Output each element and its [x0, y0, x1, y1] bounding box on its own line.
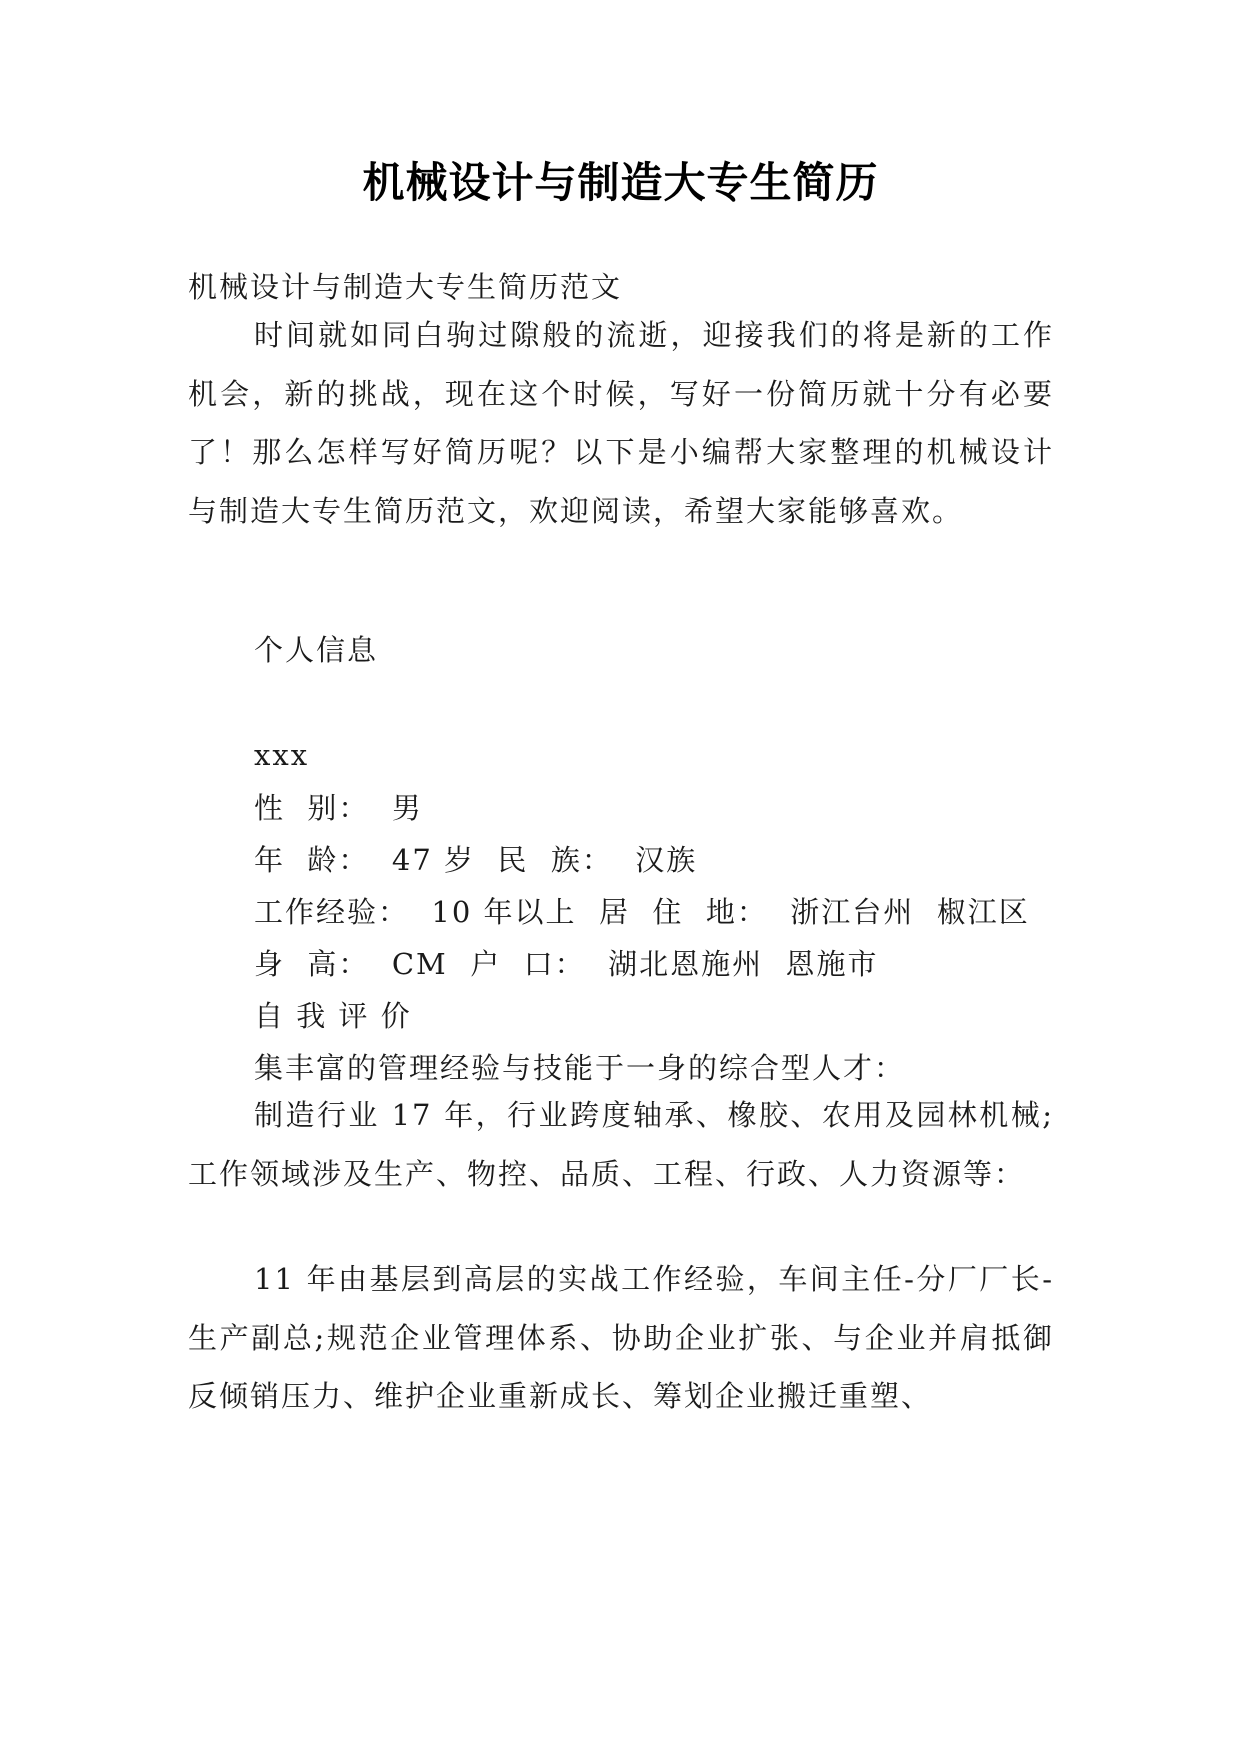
section-heading-personal: 个人信息 — [254, 633, 379, 667]
document-title: 机械设计与制造大专生简历 — [362, 158, 879, 207]
resume-name: xxx — [254, 738, 310, 772]
industry-paragraph: 制造行业 17 年，行业跨度轴承、橡胶、农用及园林机械;工作领域涉及生产、物控、品质、工程、行政、人力资源等： — [188, 1098, 1054, 1191]
age-ethnicity-line: 年 龄： 47 岁 民 族： 汉族 — [254, 843, 698, 877]
intro-paragraph: 时间就如同白驹过隙般的流逝，迎接我们的将是新的工作机会，新的挑战，现在这个时候，写好一份简历就十分有必要了！那么怎样写好简历呢？以下是小编帮大家整理的机械设计与制造大专生简历范文，欢迎阅读，希望大家能够喜欢。 — [188, 318, 1054, 528]
section-heading-self-evaluation: 自 我 评 价 — [254, 999, 412, 1033]
career-paragraph: 11 年由基层到高层的实战工作经验，车间主任-分厂厂长-生产副总;规范企业管理体系、协助企业扩张、与企业并肩抵御反倾销压力、维护企业重新成长、筹划企业搬迁重塑、 — [188, 1262, 1054, 1413]
self-summary-line: 集丰富的管理经验与技能于一身的综合型人才： — [254, 1051, 906, 1085]
document-subtitle: 机械设计与制造大专生简历范文 — [188, 270, 623, 304]
height-hukou-line: 身 高： CM 户 口： 湖北恩施州 恩施市 — [254, 947, 879, 981]
experience-residence-line: 工作经验： 10 年以上 居 住 地： 浙江台州 椒江区 — [254, 895, 1030, 929]
gender-line: 性 别： 男 — [254, 791, 423, 825]
